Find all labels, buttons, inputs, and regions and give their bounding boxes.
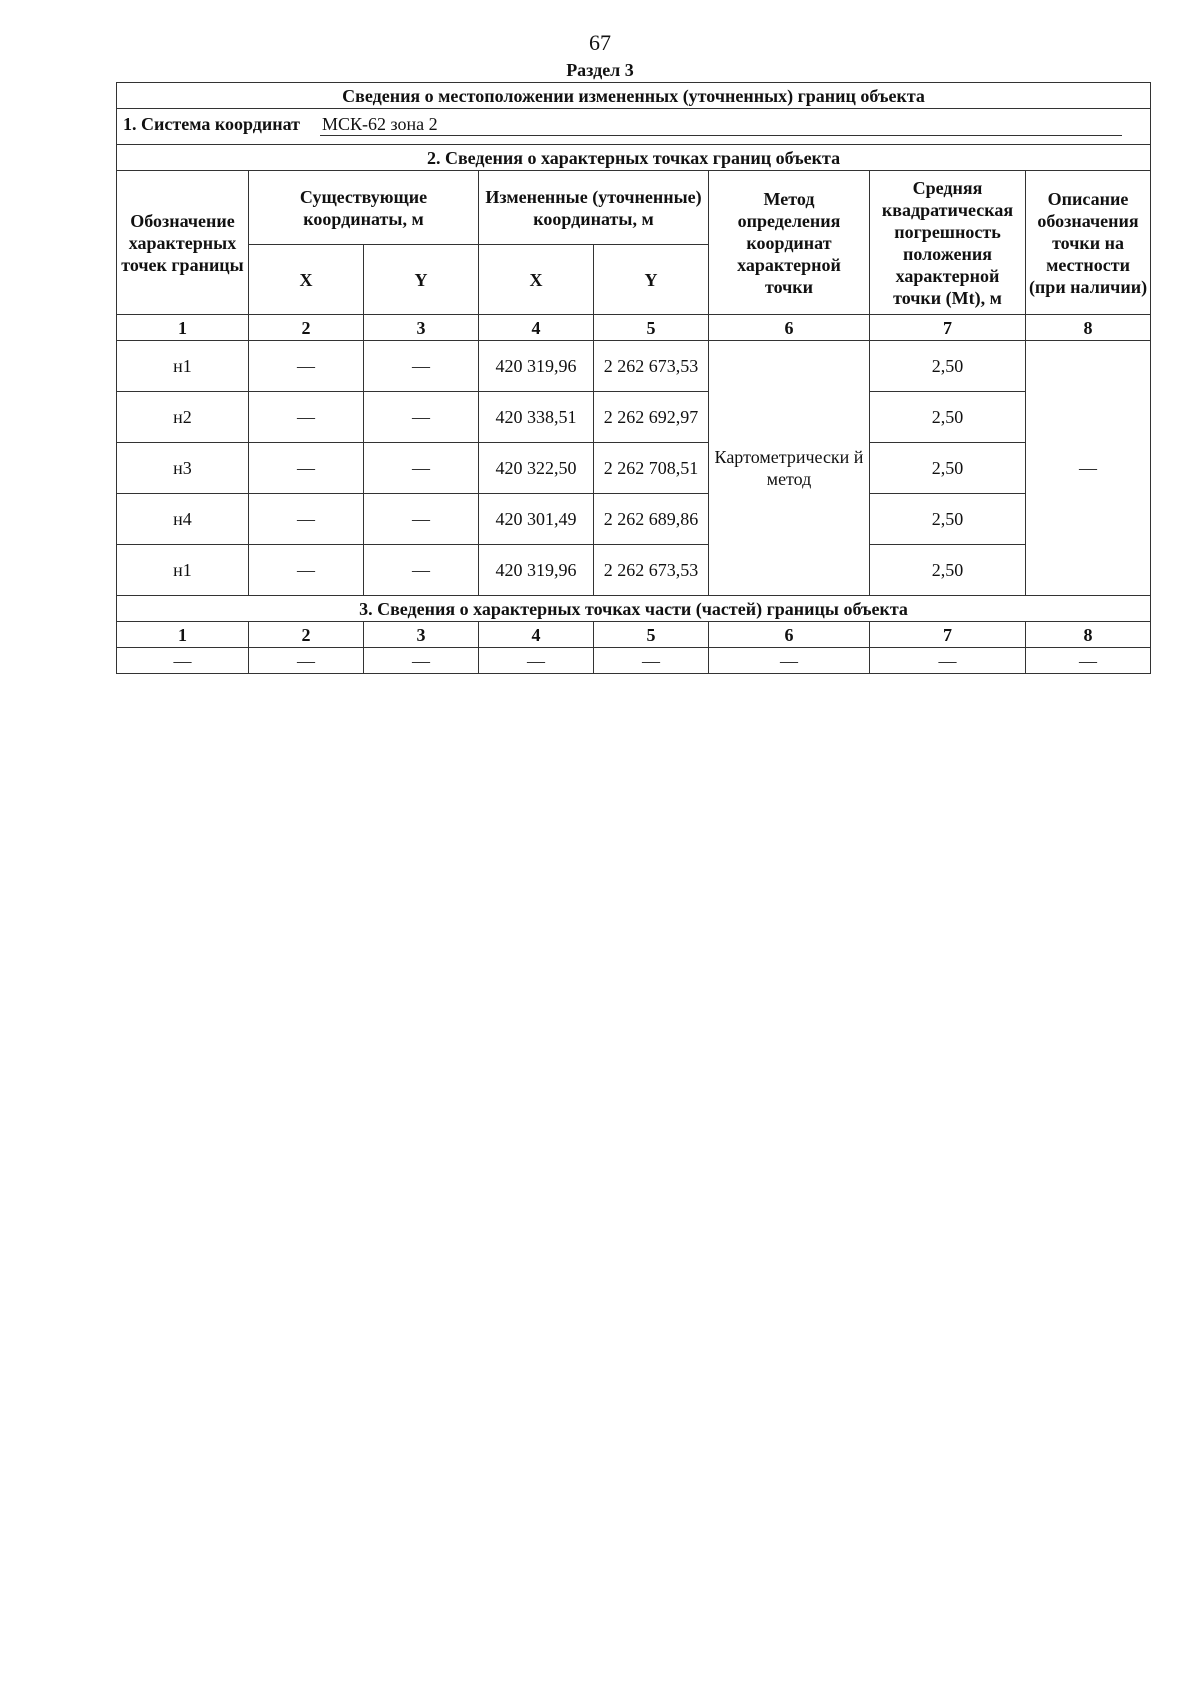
table-row xyxy=(117,443,1151,494)
changed-x: 420 322,50 xyxy=(479,443,594,494)
column-number: 7 xyxy=(870,622,1026,648)
column-numbers-row xyxy=(117,315,1151,341)
boundary-table xyxy=(116,82,1151,674)
changed-x: 420 301,49 xyxy=(479,494,594,545)
column-number: 5 xyxy=(594,622,709,648)
empty-cell: — xyxy=(117,648,249,674)
changed-x: 420 319,96 xyxy=(479,341,594,392)
changed-x: 420 338,51 xyxy=(479,392,594,443)
point-name: н1 xyxy=(117,341,249,392)
column-number: 1 xyxy=(117,622,249,648)
part2-title: 2. Сведения о характерных точках границ объекта xyxy=(117,145,1151,171)
part3-title: 3. Сведения о характерных точках части (частей) границы объекта xyxy=(117,596,1151,622)
header-designation: Обозначение характерных точек границы xyxy=(117,171,249,315)
empty-cell: — xyxy=(249,648,364,674)
changed-y: 2 262 673,53 xyxy=(594,545,709,596)
point-name: н2 xyxy=(117,392,249,443)
header-existing: Существующие координаты, м xyxy=(249,171,479,245)
column-number: 2 xyxy=(249,622,364,648)
header-method: Метод определения координат характерной точки xyxy=(709,171,870,315)
changed-y: 2 262 708,51 xyxy=(594,443,709,494)
changed-y: 2 262 692,97 xyxy=(594,392,709,443)
changed-y: 2 262 673,53 xyxy=(594,341,709,392)
existing-x: — xyxy=(249,494,364,545)
existing-x: — xyxy=(249,443,364,494)
column-number: 3 xyxy=(364,315,479,341)
empty-cell: — xyxy=(870,648,1026,674)
header-existing-y: Y xyxy=(364,245,479,315)
column-number: 1 xyxy=(117,315,249,341)
column-number: 6 xyxy=(709,315,870,341)
table-row xyxy=(117,341,1151,392)
mt-value: 2,50 xyxy=(870,545,1026,596)
header-description: Описание обозначения точки на местности (при наличии) xyxy=(1026,171,1151,315)
existing-y: — xyxy=(364,341,479,392)
column-number: 7 xyxy=(870,315,1026,341)
column-number: 3 xyxy=(364,622,479,648)
point-name: н1 xyxy=(117,545,249,596)
existing-x: — xyxy=(249,545,364,596)
changed-x: 420 319,96 xyxy=(479,545,594,596)
mt-value: 2,50 xyxy=(870,494,1026,545)
existing-y: — xyxy=(364,443,479,494)
table-row xyxy=(117,545,1151,596)
header-error: Средняя квадратическая погрешность положения характерной точки (Mt), м xyxy=(870,171,1026,315)
empty-cell: — xyxy=(594,648,709,674)
page-number: 67 xyxy=(589,30,611,55)
mt-value: 2,50 xyxy=(870,443,1026,494)
method-cell: Картометрически й метод xyxy=(709,341,870,596)
table-title: Сведения о местоположении измененных (уточненных) границ объекта xyxy=(117,83,1151,109)
empty-cell: — xyxy=(1026,648,1151,674)
existing-y: — xyxy=(364,392,479,443)
existing-y: — xyxy=(364,545,479,596)
column-number: 6 xyxy=(709,622,870,648)
empty-cell: — xyxy=(709,648,870,674)
column-number: 4 xyxy=(479,315,594,341)
header-changed-x: X xyxy=(479,245,594,315)
mt-value: 2,50 xyxy=(870,392,1026,443)
column-number: 8 xyxy=(1026,622,1151,648)
table-row xyxy=(117,392,1151,443)
changed-y: 2 262 689,86 xyxy=(594,494,709,545)
existing-y: — xyxy=(364,494,479,545)
existing-x: — xyxy=(249,341,364,392)
part3-empty-row xyxy=(117,648,1151,674)
point-name: н3 xyxy=(117,443,249,494)
part3-column-numbers-row xyxy=(117,622,1151,648)
coord-system-value: МСК-62 зона 2 xyxy=(320,113,1122,136)
empty-cell: — xyxy=(479,648,594,674)
description-cell: — xyxy=(1026,341,1151,596)
column-number: 4 xyxy=(479,622,594,648)
empty-cell: — xyxy=(364,648,479,674)
column-number: 5 xyxy=(594,315,709,341)
header-changed: Измененные (уточненные) координаты, м xyxy=(479,171,709,245)
existing-x: — xyxy=(249,392,364,443)
coord-system-label: 1. Система координат xyxy=(123,114,300,134)
coord-system-row xyxy=(117,109,1151,145)
point-name: н4 xyxy=(117,494,249,545)
column-number: 8 xyxy=(1026,315,1151,341)
mt-value: 2,50 xyxy=(870,341,1026,392)
header-existing-x: X xyxy=(249,245,364,315)
column-number: 2 xyxy=(249,315,364,341)
header-changed-y: Y xyxy=(594,245,709,315)
table-row xyxy=(117,494,1151,545)
section-title: Раздел 3 xyxy=(566,60,634,80)
